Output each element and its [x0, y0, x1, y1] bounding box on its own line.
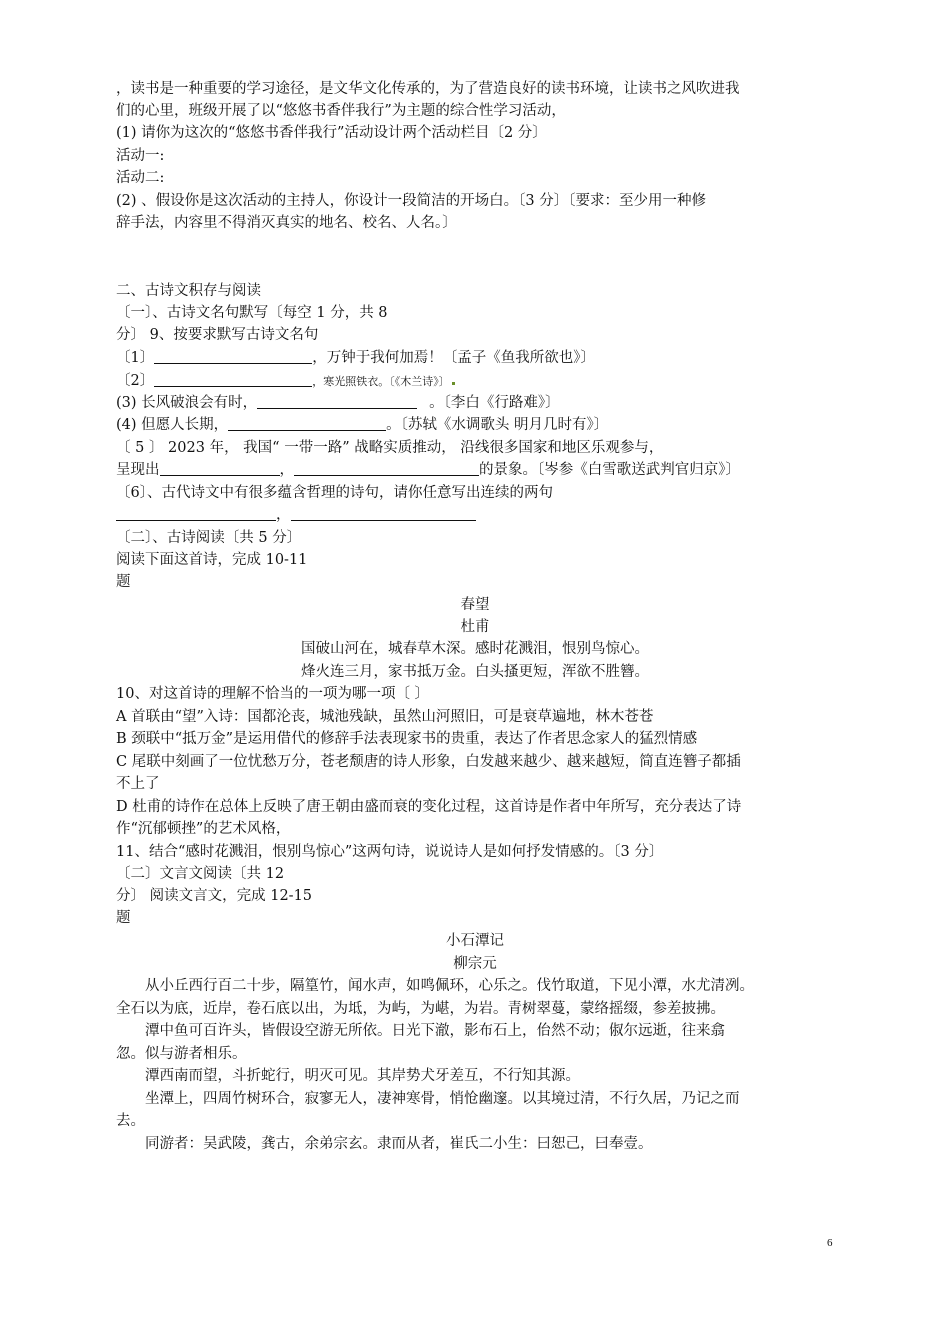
intro-line: 们的心里，班级开展了以“悠悠书香伴我行”为主题的综合性学习活动， [116, 103, 566, 119]
activity-2: 活动二: [116, 170, 165, 186]
recite-item-6-answer [116, 504, 476, 526]
answer-blank[interactable] [257, 392, 417, 409]
item-text: ，万钟于我何加焉！〔孟子《鱼我所欲也》〕 [312, 350, 595, 366]
item-text: 。〔苏轼《水调歌头 明月几时有》〕 [386, 417, 609, 433]
answer-blank[interactable] [294, 459, 479, 476]
essay-paragraph: 潭中鱼可百许头，皆假设空游无所依。日光下澈，影布石上，佁然不动；俶尔远逝，往来翕 [145, 1023, 725, 1039]
reading-instruction-cont: 题 [116, 574, 131, 590]
essay-paragraph-cont: 全石以为底，近岸，卷石底以出，为坻，为屿，为嵁，为岩。青树翠蔓，蒙络摇缀，参差披拂。 [116, 1001, 725, 1017]
reading-instruction: 阅读下面这首诗，完成 10-11 [116, 552, 308, 568]
question-2: (2) 、假设你是这次活动的主持人，你设计一段简洁的开场白。〔3 分〕〔要求：至少用一种修 [116, 193, 706, 209]
recite-item-1 [116, 347, 595, 369]
answer-blank[interactable] [291, 504, 476, 521]
option-d: D 杜甫的诗作在总体上反映了唐王朝由盛而衰的变化过程，这首诗是作者中年所写，充分表达了诗 [116, 799, 742, 815]
poem-author: 杜甫 [460, 619, 490, 635]
subsection-heading: 〔二〕文言文阅读〔共 12 [116, 866, 285, 882]
mark-dot [452, 382, 455, 385]
essay-title: 小石潭记 [446, 933, 504, 949]
answer-blank[interactable] [160, 459, 280, 476]
recite-item-5: 〔 5 〕 2023 年， 我国“ 一带一路” 战略实质推动， 沿线很多国家和地区乐观参与， [116, 440, 664, 456]
subsection-heading-cont: 分〕 9、按要求默写古诗文名句 [116, 327, 319, 343]
item-number: 〔2〕 [116, 373, 155, 389]
comma: ， [276, 507, 291, 523]
subsection-heading: 〔一〕、古诗文名句默写〔每空 1 分，共 8 [116, 305, 388, 321]
recite-item-4 [116, 414, 608, 436]
question-11: 11、结合“感时花溅泪，恨别鸟惊心”这两句诗，说说诗人是如何抒发情感的。〔3 分〕 [116, 844, 664, 860]
essay-paragraph: 坐潭上，四周竹树环合，寂寥无人，凄神寒骨，悄怆幽邃。以其境过清，不行久居，乃记之而 [145, 1091, 740, 1107]
intro-line: ，读书是一种重要的学习途径，是文华文化传承的，为了营造良好的读书环境，让读书之风吹进我 [116, 81, 740, 97]
question-10: 10、对这首诗的理解不恰当的一项为哪一项〔 〕 [116, 686, 430, 702]
subsection-heading-cont: 分〕 阅读文言文，完成 12-15 [116, 888, 313, 904]
recite-item-3 [116, 392, 560, 414]
essay-paragraph: 从小丘西行百二十步，隔篁竹，闻水声，如鸣佩环，心乐之。伐竹取道，下见小潭，水尤清冽。 [145, 978, 754, 994]
essay-paragraph: 同游者：吴武陵，龚古，余弟宗玄。隶而从者，崔氏二小生：曰恕己，曰奉壹。 [145, 1136, 653, 1152]
answer-blank[interactable] [154, 347, 312, 364]
item-number: 〔1〕 [116, 350, 155, 366]
item-text: 。〔李白《行路难》〕 [429, 395, 560, 411]
poem-line: 国破山河在，城春草木深。感时花溅泪，恨别鸟惊心。 [301, 641, 649, 657]
question-1: (1) 请你为这次的“悠悠书香伴我行”活动设计两个活动栏目〔2 分〕 [116, 125, 547, 141]
item-text: 呈现出 [116, 462, 160, 478]
poem-title: 春望 [460, 597, 490, 613]
option-c: C 尾联中刻画了一位忧愁万分，苍老颓唐的诗人形象，白发越来越少、越来越短，简直连簪子都插 [116, 754, 741, 770]
subsection-heading: 〔二〕、古诗阅读〔共 5 分〕 [116, 530, 302, 546]
section-heading: 二、古诗文积存与阅读 [116, 283, 261, 299]
answer-blank[interactable] [116, 504, 276, 521]
answer-blank[interactable] [154, 370, 312, 387]
essay-paragraph: 潭西南而望，斗折蛇行，明灭可见。其岸势犬牙差互，不行知其源。 [145, 1068, 580, 1084]
recite-item-5-cont [116, 459, 740, 481]
essay-paragraph-cont: 忽。似与游者相乐。 [116, 1046, 247, 1062]
item-text: ，寒光照铁衣。〔《木兰诗》〕 [312, 375, 450, 388]
item-text: (3) 长风破浪会有时， [116, 395, 258, 411]
subsection-heading-cont: 题 [116, 910, 131, 926]
poem-line: 烽火连三月，家书抵万金。白头搔更短，浑欲不胜簪。 [301, 664, 649, 680]
answer-blank[interactable] [228, 414, 386, 431]
option-a: A 首联由“望”入诗：国都沦丧，城池残缺，虽然山河照旧，可是衰草遍地，林木苍苍 [116, 709, 654, 725]
comma: ， [279, 462, 294, 478]
page-number: 6 [827, 1237, 833, 1249]
essay-paragraph-cont: 去。 [116, 1113, 145, 1129]
option-c-cont: 不上了 [116, 776, 160, 792]
question-2-cont: 辞手法，内容里不得消灭真实的地名、校名、人名。〕 [116, 215, 457, 231]
option-d-cont: 作“沉郁顿挫”的艺术风格， [116, 821, 291, 837]
recite-item-6: 〔6〕、古代诗文中有很多蕴含哲理的诗句，请你任意写出连续的两句 [116, 485, 553, 501]
essay-author: 柳宗元 [453, 956, 497, 972]
option-b: B 颈联中“抵万金”是运用借代的修辞手法表现家书的贵重，表达了作者思念家人的猛烈情感 [116, 731, 698, 747]
activity-1: 活动一: [116, 148, 165, 164]
recite-item-2 [116, 370, 455, 393]
item-text: (4) 但愿人长期， [116, 417, 229, 433]
item-text: 的景象。〔岑参《白雪歌送武判官归京》〕 [479, 462, 740, 478]
